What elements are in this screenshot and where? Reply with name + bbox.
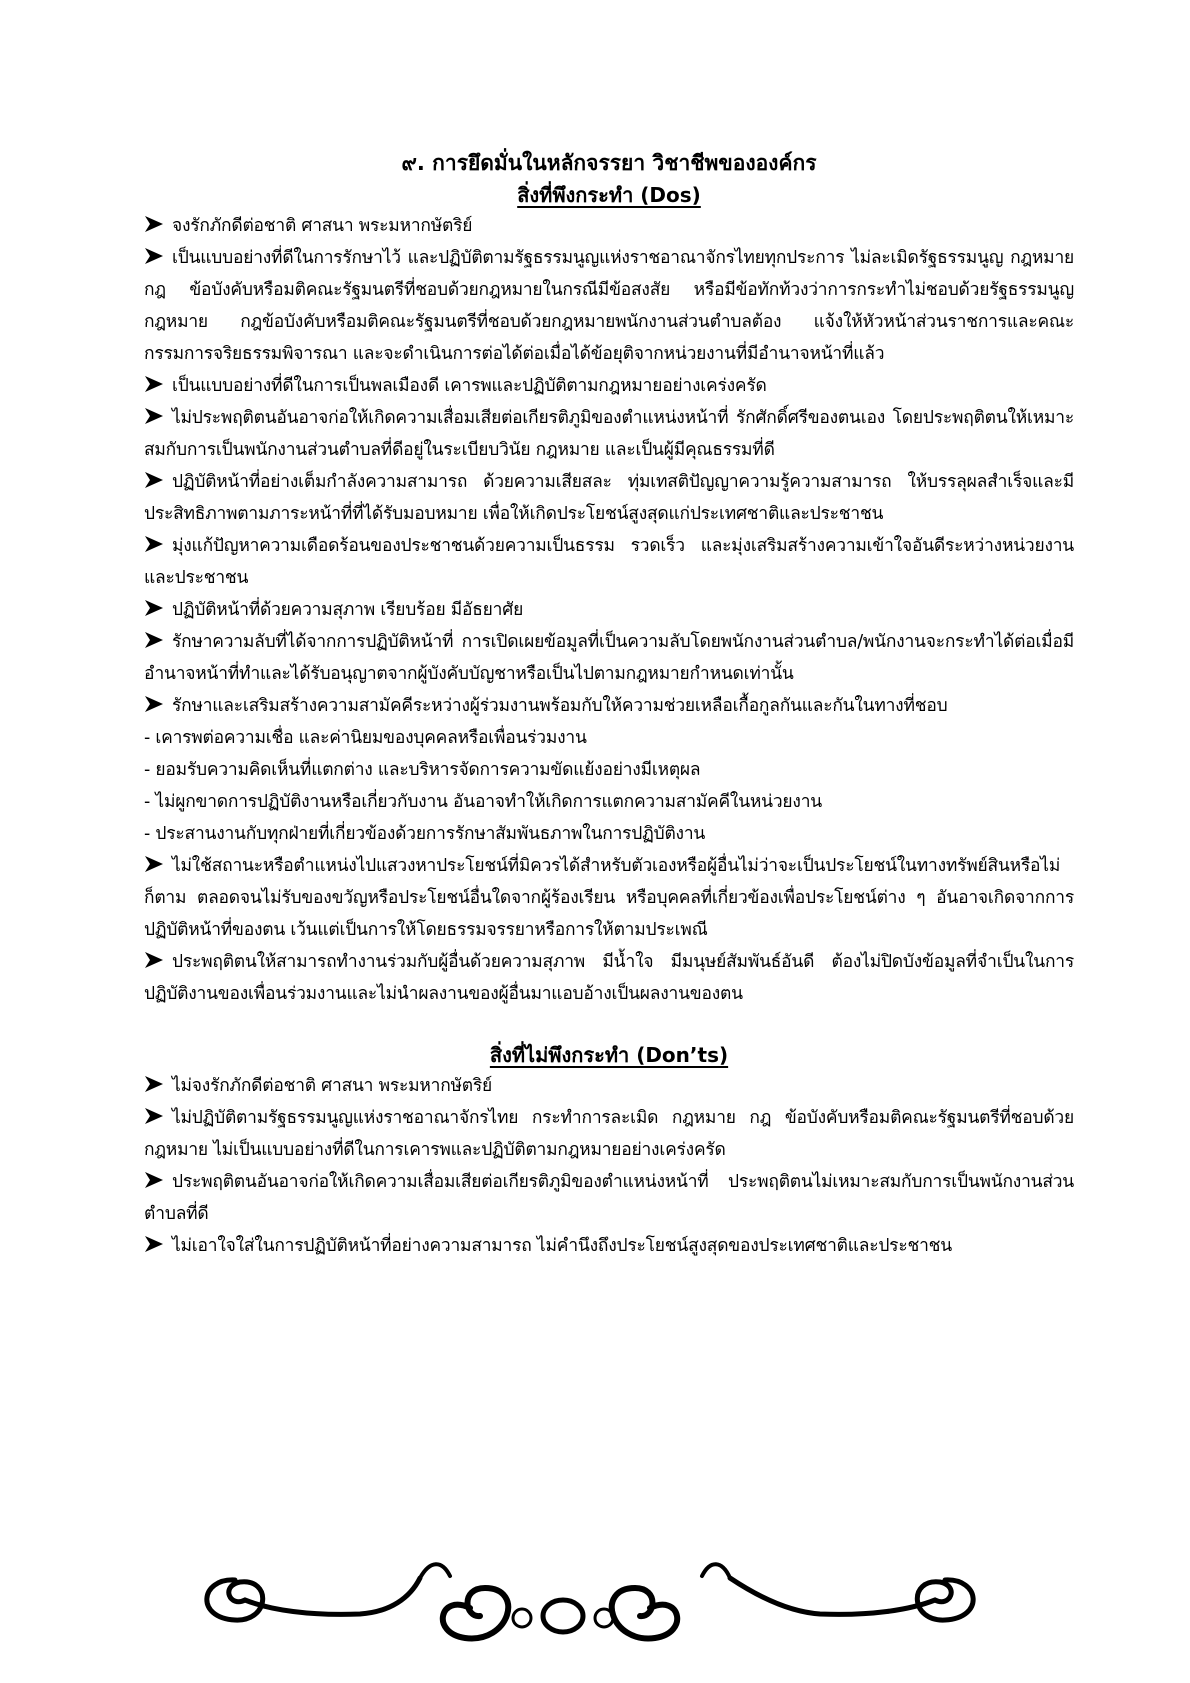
dos-item-text: ปฏิบัติหน้าที่อย่างเต็มกำลังความสามารถ ด้วยความเสียสละ ทุ่มเทสติปัญญาความรู้ความสามารถ ให้บรรลุผลสำเร็จและมีประสิทธิภาพตามภาระหน้าที่ที่ได้รับมอบหมาย เพื่อให้เกิดประโยชน์สูงสุดแก่ประเทศชาติและประชาชน <box>144 472 1074 524</box>
dos-item <box>144 690 1074 722</box>
arrow-bullet-icon <box>144 1107 164 1125</box>
dos-item-text: เป็นแบบอย่างที่ดีในการเป็นพลเมืองดี เคารพและปฏิบัติตามกฎหมายอย่างเคร่งครัด <box>172 376 767 396</box>
donts-item <box>144 1102 1074 1166</box>
arrow-bullet-icon <box>144 375 164 393</box>
dos-item-text: ไม่ประพฤติตนอันอาจก่อให้เกิดความเสื่อมเสียต่อเกียรติภูมิของตำแหน่งหน้าที่ รักศักดิ์ศรีของตนเอง โดยประพฤติตนให้เหมาะสมกับการเป็นพนักงานส่วนตำบลที่ดีอยู่ในระเบียบวินัย กฎหมาย และเป็นผู้มีคุณธรรมที่ดี <box>144 408 1074 460</box>
donts-item-text: ประพฤติตนอันอาจก่อให้เกิดความเสื่อมเสียต่อเกียรติภูมิของตำแหน่งหน้าที่ ประพฤติตนไม่เหมาะสมกับการเป็นพนักงานส่วนตำบลที่ดี <box>144 1172 1074 1224</box>
dos-item-text: - ประสานงานกับทุกฝ่ายที่เกี่ยวข้องด้วยการรักษาสัมพันธภาพในการปฏิบัติงาน <box>144 824 706 844</box>
dos-item-text: เป็นแบบอย่างที่ดีในการรักษาไว้ และปฏิบัติตามรัฐธรรมนูญแห่งราชอาณาจักรไทยทุกประการ ไม่ละเมิดรัฐธรรมนูญ กฎหมาย กฎ ข้อบังคับหรือมติคณะรัฐมนตรีที่ชอบด้วยกฎหมายในกรณีมีข้อสงสัย หรือมีข้อทักท้วงว่าการกระทำไม่ชอบด้วยรัฐธรรมนูญ กฎหมาย กฎข้อบังคับหรือมติคณะรัฐมนตรีที่ชอบด้วยกฎหมายพนักงานส่วนตำบลต้อง แจ้งให้หัวหน้าส่วนราชการและคณะกรรมการจริยธรรมพิจารณา และจะดำเนินการต่อได้ต่อเมื่อได้ข้อยุติจากหน่วยงานที่มีอำนาจหน้าที่แล้ว <box>144 248 1074 364</box>
dos-item-text: - ยอมรับความคิดเห็นที่แตกต่าง และบริหารจัดการความขัดแย้งอย่างมีเหตุผล <box>144 760 701 780</box>
dos-heading: สิ่งที่พึงกระทำ (Dos) <box>517 183 701 207</box>
dos-item-text: มุ่งแก้ปัญหาความเดือดร้อนของประชาชนด้วยความเป็นธรรม รวดเร็ว และมุ่งเสริมสร้างความเข้าใจอันดีระหว่างหน่วยงานและประชาชน <box>144 536 1074 588</box>
donts-item <box>144 1070 1074 1102</box>
arrow-bullet-icon <box>144 407 164 425</box>
dos-item <box>144 530 1074 594</box>
document-page <box>144 146 1074 1262</box>
arrow-bullet-icon <box>144 695 164 713</box>
donts-heading: สิ่งที่ไม่พึงกระทำ (Don’ts) <box>489 1043 729 1067</box>
dos-item-text: รักษาและเสริมสร้างความสามัคคีระหว่างผู้ร่วมงานพร้อมกับให้ความช่วยเหลือเกื้อกูลกันและกันในทางที่ชอบ <box>172 696 948 716</box>
arrow-bullet-icon <box>144 951 164 969</box>
arrow-bullet-icon <box>144 631 164 649</box>
dos-item <box>144 626 1074 690</box>
dos-item <box>144 594 1074 626</box>
arrow-bullet-icon <box>144 471 164 489</box>
donts-item-text: ไม่ปฏิบัติตามรัฐธรรมนูญแห่งราชอาณาจักรไทย กระทำการละเมิด กฎหมาย กฎ ข้อบังคับหรือมติคณะรัฐมนตรีที่ชอบด้วยกฎหมาย ไม่เป็นแบบอย่างที่ดีในการเคารพและปฏิบัติตามกฎหมายอย่างเคร่งครัด <box>144 1108 1074 1160</box>
dos-item-text: รักษาความลับที่ได้จากการปฏิบัติหน้าที่ การเปิดเผยข้อมูลที่เป็นความลับโดยพนักงานส่วนตำบล/พนักงานจะกระทำได้ต่อเมื่อมีอำนาจหน้าที่ทำและได้รับอนุญาตจากผู้บังคับบัญชาหรือเป็นไปตามกฎหมายกำหนดเท่านั้น <box>144 632 1074 684</box>
arrow-bullet-icon <box>144 1235 164 1253</box>
donts-list <box>144 1070 1074 1262</box>
arrow-bullet-icon <box>144 535 164 553</box>
arrow-bullet-icon <box>144 855 164 873</box>
dos-item-text: - ไม่ผูกขาดการปฏิบัติงานหรือเกี่ยวกับงาน อันอาจทำให้เกิดการแตกความสามัคคีในหน่วยงาน <box>144 792 822 812</box>
dos-item-text: ประพฤติตนให้สามารถทำงานร่วมกับผู้อื่นด้วยความสุภาพ มีน้ำใจ มีมนุษย์สัมพันธ์อันดี ต้องไม่ปิดบังข้อมูลที่จำเป็นในการปฏิบัติงานของเพื่อนร่วมงานและไม่นำผลงานของผู้อื่นมาแอบอ้างเป็นผลงานของตน <box>144 952 1074 1004</box>
dos-item <box>144 242 1074 370</box>
dos-item <box>144 754 1074 786</box>
dos-item <box>144 786 1074 818</box>
dos-item-text: ปฏิบัติหน้าที่ด้วยความสุภาพ เรียบร้อย มีอัธยาศัย <box>172 600 524 620</box>
page-title: ๙. การยึดมั่นในหลักจรรยา วิชาชีพขององค์กร <box>401 151 817 175</box>
dos-item <box>144 370 1074 402</box>
dos-item <box>144 946 1074 1010</box>
ornament-divider-icon <box>180 1538 1000 1658</box>
arrow-bullet-icon <box>144 215 164 233</box>
arrow-bullet-icon <box>144 1075 164 1093</box>
arrow-bullet-icon <box>144 1171 164 1189</box>
donts-item <box>144 1166 1074 1230</box>
donts-item <box>144 1230 1074 1262</box>
dos-item-text: จงรักภักดีต่อชาติ ศาสนา พระมหากษัตริย์ <box>172 216 473 236</box>
dos-item <box>144 850 1074 946</box>
dos-list <box>144 210 1074 1010</box>
dos-item <box>144 402 1074 466</box>
dos-item-text: ไม่ใช้สถานะหรือตำแหน่งไปแสวงหาประโยชน์ที่มิควรได้สำหรับตัวเองหรือผู้อื่นไม่ว่าจะเป็นประโยชน์ในทางทรัพย์สินหรือไม่ก็ตาม ตลอดจนไม่รับของขวัญหรือประโยชน์อื่นใดจากผู้ร้องเรียน หรือบุคคลที่เกี่ยวข้องเพื่อประโยชน์ต่าง ๆ อันอาจเกิดจากการปฏิบัติหน้าที่ของตน เว้นแต่เป็นการให้โดยธรรมจรรยาหรือการให้ตามประเพณี <box>144 856 1074 940</box>
arrow-bullet-icon <box>144 247 164 265</box>
dos-item-text: - เคารพต่อความเชื่อ และค่านิยมของบุคคลหรือเพื่อนร่วมงาน <box>144 728 587 748</box>
arrow-bullet-icon <box>144 599 164 617</box>
donts-item-text: ไม่เอาใจใส่ในการปฏิบัติหน้าที่อย่างความสามารถ ไม่คำนึงถึงประโยชน์สูงสุดของประเทศชาติและประชาชน <box>172 1236 952 1256</box>
dos-item <box>144 466 1074 530</box>
dos-item <box>144 722 1074 754</box>
dos-item <box>144 210 1074 242</box>
dos-item <box>144 818 1074 850</box>
donts-item-text: ไม่จงรักภักดีต่อชาติ ศาสนา พระมหากษัตริย์ <box>172 1076 493 1096</box>
